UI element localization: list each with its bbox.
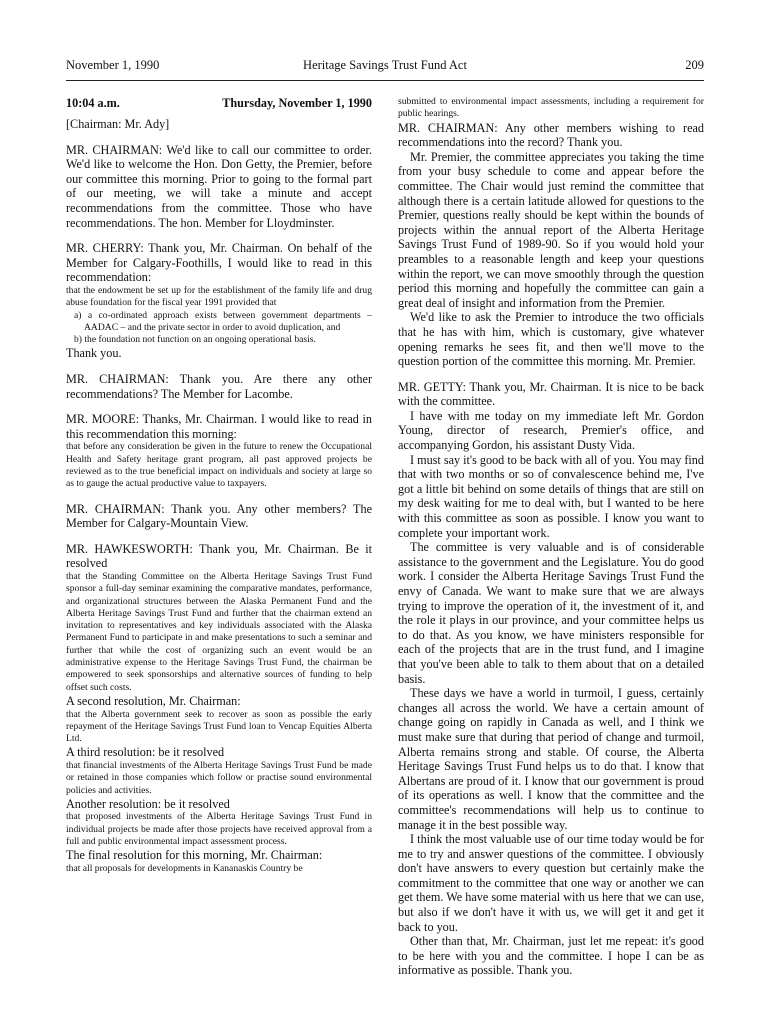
paragraph: MR. GETTY: Thank you, Mr. Chairman. It is nice to be back with the committee.	[398, 379, 704, 409]
paragraph: MR. CHAIRMAN: Thank you. Are there any other recommendations? The Member for Lacombe.	[66, 372, 372, 401]
paragraph: Another resolution: be it resolved	[66, 796, 230, 811]
recommendation-item: a) a co-ordinated approach exists between government departments – AADAC – and the private sector in order to avoid duplication, and	[74, 309, 372, 333]
recommendation-quote: that before any consideration be given in the future to renew the Occupational Health and Safety heritage grant program, all past approved projects be reviewed as to the true beneficial impact on individuals and society at large so as to gauge the actual productive value to taxpayers.	[66, 441, 372, 490]
paragraph: I have with me today on my immediate left Mr. Gordon Young, director of research, Premier's office, and accompanying Gordon, his assistant Dusty Vida.	[398, 408, 704, 453]
paragraph: MR. CHAIRMAN: We'd like to call our committee to order. We'd like to welcome the Hon. Don Getty, the Premier, before our committee this morning. Prior to going to the formal part of our meeting, we will take a minute and accept recommendations from the committee. Those who have recommendations. The hon. Member for Lloydminster.	[66, 142, 372, 230]
recommendation-quote: that the endowment be set up for the establishment of the family life and drug abuse foundation for the fiscal year 1991 provided that	[66, 284, 372, 309]
resolution-quote: that the Standing Committee on the Alberta Heritage Savings Trust Fund sponsor a full-day seminar examining the comparative mandates, performance, and organizational structures between the Alaska Permanent Fund and the Alberta Heritage Savings Trust Fund and further that the chairman extend an invitation to representatives and key individuals associated with the Alaska Permanent Fund to participate in and make presentations to such a seminar and further that while the cost of organizing such an event would be an administrative expense to the Heritage Savings Trust Fund, the chairman be empowered to seek sponsorships and alternative sources of funding to help offset such costs.	[66, 570, 372, 693]
paragraph: I think the most valuable use of our time today would be for me to try and answer questions of the committee. I obviously don't have answers to every question but certainly make the commitment to the committee that one way or another we can get them. We have some material with us here that we can use, but also if we don't have it with us, we will get it and get it back to you.	[398, 832, 704, 934]
left-column	[66, 96, 372, 875]
paragraph: These days we have a world in turmoil, I guess, certainly changes all across the world. We have a certain amount of change going on rapidly in Canada as well, and I think we must make sure that during that period of change and turmoil, Alberta remains strong and stable. Of course, the Alberta Heritage Savings Trust Fund helps us to do that. I know that Albertans are proud of it. I know that our government is proud of its operations as well. I know that the committee and the committee's recommendations will help us to continue to manage it in the best possible way.	[398, 686, 704, 832]
session-time: 10:04 a.m.	[66, 96, 120, 110]
paragraph: MR. CHAIRMAN: Thank you. Any other members? The Member for Calgary-Mountain View.	[66, 501, 372, 531]
paragraph: MR. HAWKESWORTH: Thank you, Mr. Chairman. Be it resolved	[66, 541, 372, 571]
paragraph: I must say it's good to be back with all of you. You may find that with two months or so of convalescence behind me, I've got a little bit behind on some details of things that are still on my desk waiting for me to deal with, but I wanted to be here with this committee as soon as possible. I know you want to complete your important work.	[398, 452, 704, 540]
running-header	[66, 58, 704, 78]
recommendation-item: b) the foundation not function on an ongoing operational basis.	[74, 334, 316, 346]
paragraph: MR. CHERRY: Thank you, Mr. Chairman. On behalf of the Member for Calgary-Foothills, I would like to read in this recommendation:	[66, 241, 372, 285]
header-rule	[66, 80, 704, 81]
paragraph: MR. CHAIRMAN: Any other members wishing to read recommendations into the record? Thank you.	[398, 120, 704, 150]
chairman-note: [Chairman: Mr. Ady]	[66, 117, 170, 131]
right-column	[398, 96, 704, 978]
header-title: Heritage Savings Trust Fund Act	[303, 58, 467, 72]
paragraph: We'd like to ask the Premier to introduce the two officials that he has with him, which is customary, give whatever opening remarks he sees fit, and then we'll move to the question portion of the committee this morning. Mr. Premier.	[398, 310, 704, 369]
paragraph: A third resolution: be it resolved	[66, 745, 225, 760]
paragraph: A second resolution, Mr. Chairman:	[66, 693, 241, 708]
paragraph: Other than that, Mr. Chairman, just let me repeat: it's good to be here with you and the committee. I hope I can be as informative as possible. Thank you.	[398, 934, 704, 978]
resolution-quote: that the Alberta government seek to recover as soon as possible the early repayment of the Heritage Savings Trust Fund loan to Vencap Equities Alberta Ltd.	[66, 708, 372, 745]
paragraph: Mr. Premier, the committee appreciates you taking the time from your busy schedule to come and appear before the committee. The Chair would just remind the committee that although there is a certain latitude allowed for questions to the Premier, questions really should be kept within the bounds of projects within the annual report of the Alberta Heritage Savings Trust Fund of 1989-90. So if you would hold your preambles to a reasonable length and keep your questions within the report, we can move smoothly through the question period this morning and hopefully the committee can gain a great deal of insight and information from the Premier.	[398, 149, 704, 310]
session-date: Thursday, November 1, 1990	[222, 96, 372, 110]
resolution-quote: that financial investments of the Alberta Heritage Savings Trust Fund be made or retained in those companies which follow or practise sound environmental policies and activities.	[66, 760, 372, 796]
header-date: November 1, 1990	[66, 58, 160, 72]
session-dateline	[66, 96, 372, 111]
resolution-quote: that all proposals for developments in Kananaskis Country be	[66, 862, 303, 874]
paragraph: The final resolution for this morning, Mr. Chairman:	[66, 848, 323, 863]
paragraph: Thank you.	[66, 346, 122, 361]
paragraph: The committee is very valuable and is of considerable assistance to the government and the Legislature. You do good work. I consider the Alberta Heritage Savings Trust Fund the envy of Canada. We want to make sure that we are always trying to improve the operation of it, the investment of it, and the role it plays in our province, and your committee helps us to do that. As you know, we have ministers responsible for each of the projects that are in the trust fund, and I imagine that you've been able to talk to them about that on a detailed basis.	[398, 540, 704, 686]
paragraph: MR. MOORE: Thanks, Mr. Chairman. I would like to read in this recommendation this morning:	[66, 412, 372, 441]
resolution-quote: that proposed investments of the Alberta Heritage Savings Trust Fund in individual projects be made after those projects have received approval from a full and public environmental impact assessment process.	[66, 811, 372, 848]
resolution-quote-continued: submitted to environmental impact assessments, including a requirement for public hearings.	[398, 96, 704, 120]
page-number: 209	[685, 58, 704, 72]
